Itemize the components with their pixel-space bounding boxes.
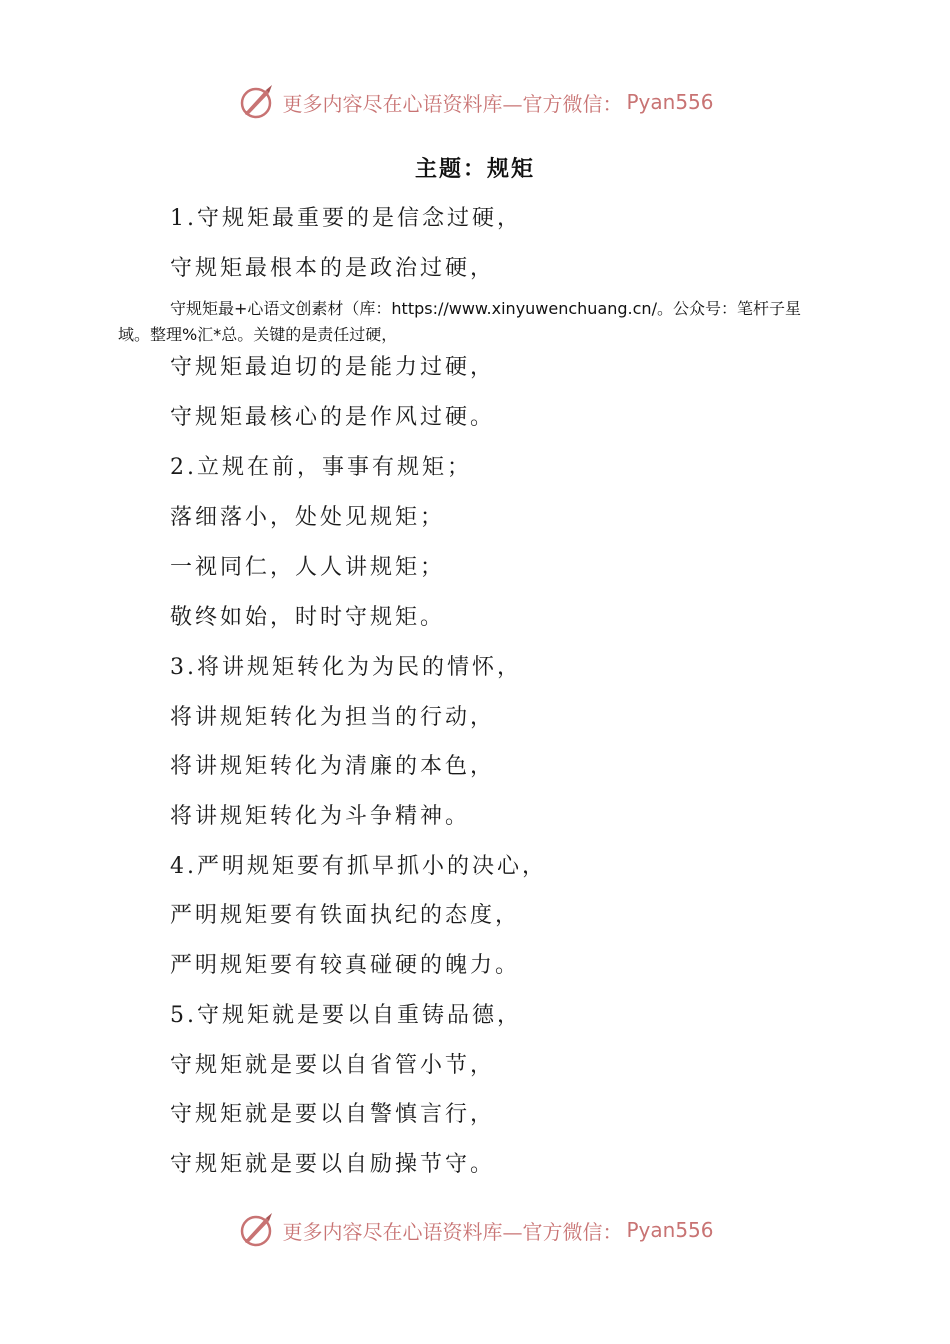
header-banner (0, 80, 950, 124)
inserted-watermark-paragraph: 守规矩最+心语文创素材（库：https://www.xinyuwenchuang.cn/。公众号：笔杆子星域。整理%汇*总。关键的是责任过硬， (118, 299, 801, 344)
body-line: 将讲规矩转化为斗争精神。 (170, 804, 471, 829)
banner-wechat-id: Pyan556 (626, 1218, 714, 1242)
body-line: 守规矩就是要以自励操节守。 (170, 1152, 496, 1177)
body-line: 守规矩最根本的是政治过硬， (170, 256, 496, 281)
quill-pen-logo-icon (236, 1210, 276, 1250)
body-line: 守规矩最迫切的是能力过硬， (170, 355, 496, 380)
body-line: 4.严明规矩要有抓早抓小的决心， (170, 854, 547, 879)
body-line: 3.将讲规矩转化为为民的情怀， (170, 655, 522, 680)
banner-wechat-id: Pyan556 (626, 90, 714, 114)
body-line: 1.守规矩最重要的是信念过硬， (170, 206, 522, 231)
body-line: 严明规矩要有较真碰硬的魄力。 (170, 953, 521, 978)
body-line: 一视同仁，人人讲规矩； (170, 555, 446, 580)
body-line: 将讲规矩转化为清廉的本色， (170, 754, 496, 779)
body-line: 守规矩最核心的是作风过硬。 (170, 405, 496, 430)
body-line: 严明规矩要有铁面执纪的态度， (170, 903, 521, 928)
body-line: 守规矩就是要以自警慎言行， (170, 1102, 496, 1127)
body-line: 将讲规矩转化为担当的行动， (170, 705, 496, 730)
page-title: 主题：规矩 (414, 157, 535, 182)
banner-text: 更多内容尽在心语资料库—官方微信： (282, 91, 623, 116)
body-line: 2.立规在前，事事有规矩； (170, 455, 472, 480)
body-line: 敬终如始，时时守规矩。 (170, 605, 446, 630)
footer-banner (0, 1208, 950, 1252)
body-line: 5.守规矩就是要以自重铸品德， (170, 1003, 522, 1028)
body-line: 守规矩就是要以自省管小节， (170, 1053, 496, 1078)
quill-pen-logo-icon (236, 82, 276, 122)
body-line: 落细落小，处处见规矩； (170, 505, 446, 530)
banner-text: 更多内容尽在心语资料库—官方微信： (282, 1219, 623, 1244)
